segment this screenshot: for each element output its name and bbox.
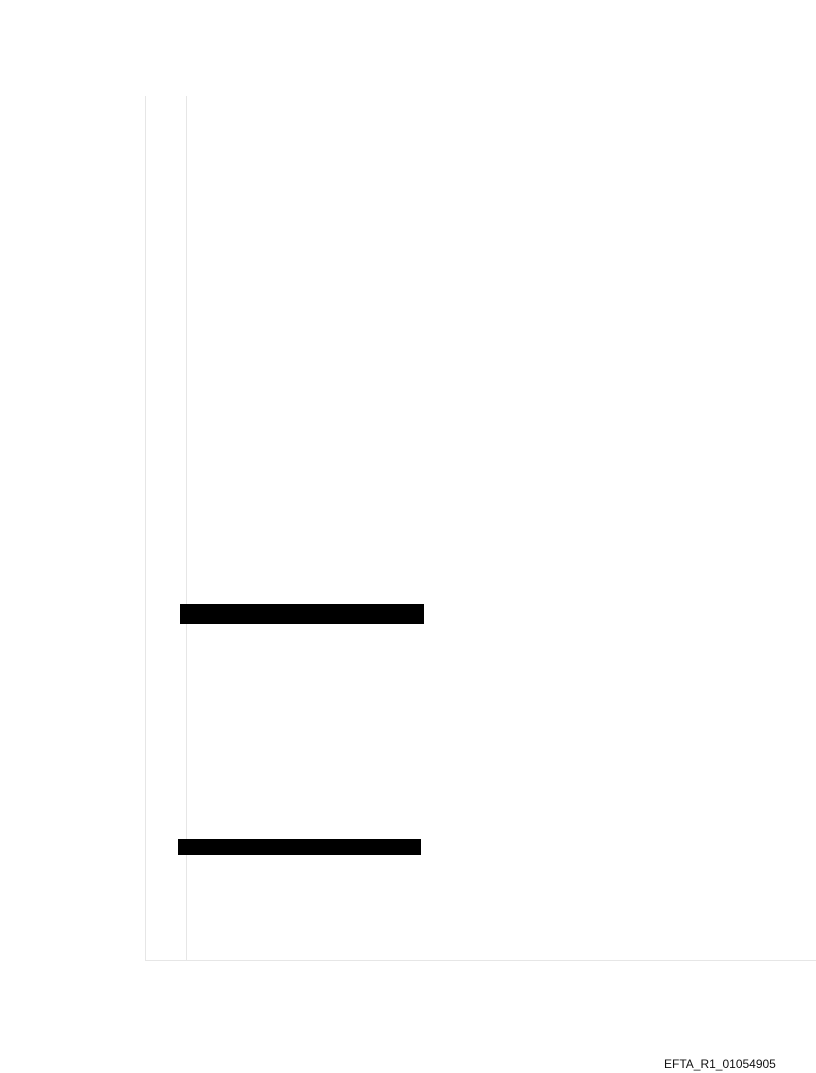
quote-rule [186,96,187,960]
document-id: EFTA_R1_01054905 [664,1057,776,1071]
redaction-bar [180,604,424,624]
message-frame [145,96,816,961]
redaction-bar [178,839,421,855]
